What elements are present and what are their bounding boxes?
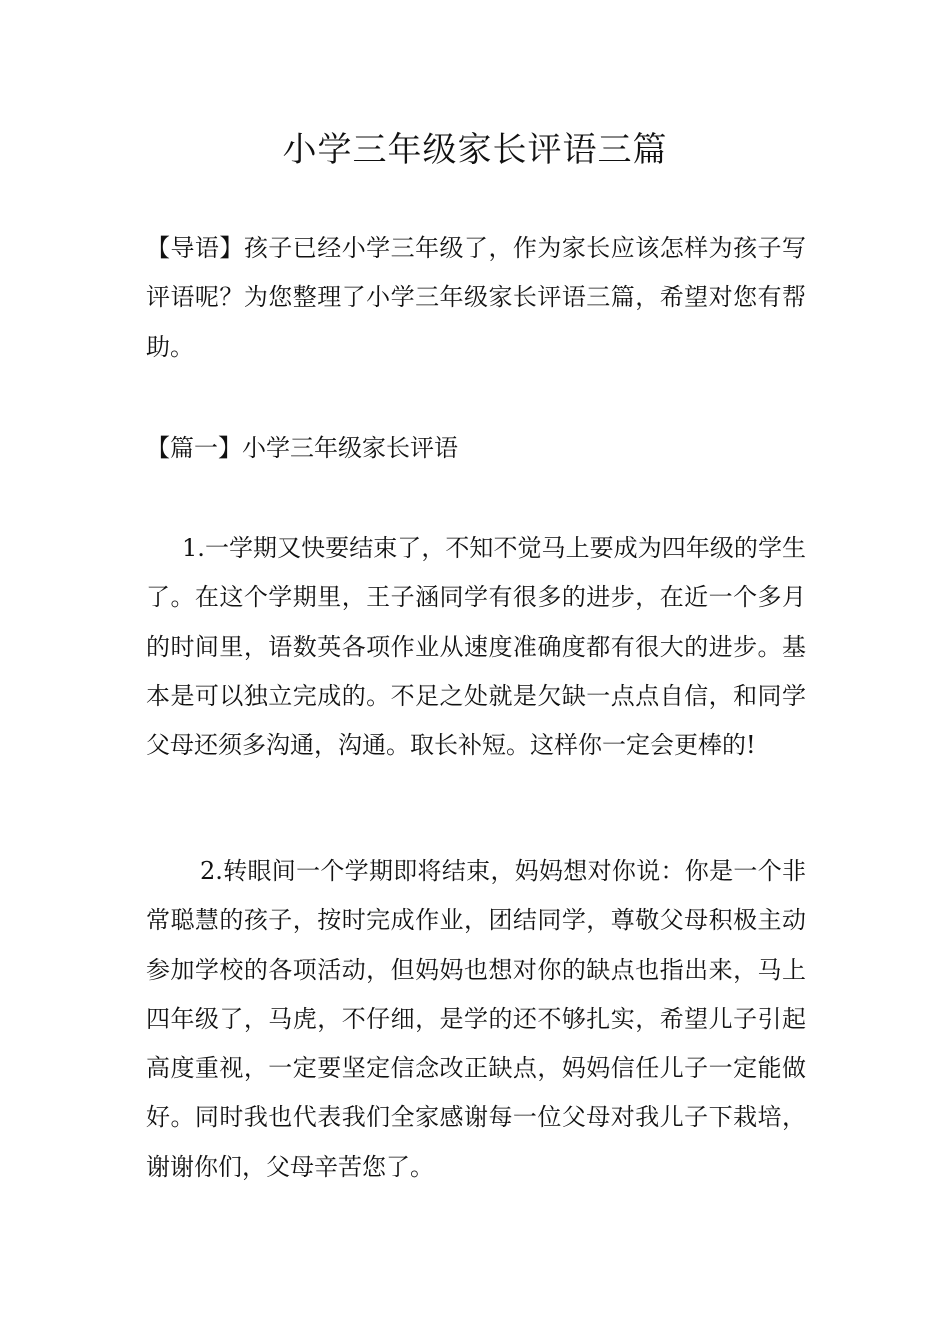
comment-paragraph-1: 1.一学期又快要结束了，不知不觉马上要成为四年级的学生了。在这个学期里，王子涵同学有很多的进步，在近一个多月的时间里，语数英各项作业从速度准确度都有很大的进步。基本是可以独立完成的。不足之处就是欠缺一点点自信，和同学父母还须多沟通，沟通。取长补短。这样你一定会更棒的! (146, 534, 806, 760)
intro-paragraph: 【导语】孩子已经小学三年级了，作为家长应该怎样为孩子写评语呢？为您整理了小学三年级家长评语三篇，希望对您有帮助。 (146, 234, 806, 361)
comment-paragraph-2: 2.转眼间一个学期即将结束，妈妈想对你说：你是一个非常聪慧的孩子，按时完成作业，团结同学，尊敬父母积极主动参加学校的各项活动，但妈妈也想对你的缺点也指出来，马上四年级了，马虎，不仔细，是学的还不够扎实，希望儿子引起高度重视，一定要坚定信念改正缺点，妈妈信任儿子一定能做好。同时我也代表我们全家感谢每一位父母对我儿子下栽培，谢谢你们，父母辛苦您了。 (146, 857, 806, 1181)
page-title: 小学三年级家长评语三篇 (282, 130, 668, 170)
section-heading: 【篇一】小学三年级家长评语 (146, 434, 458, 462)
